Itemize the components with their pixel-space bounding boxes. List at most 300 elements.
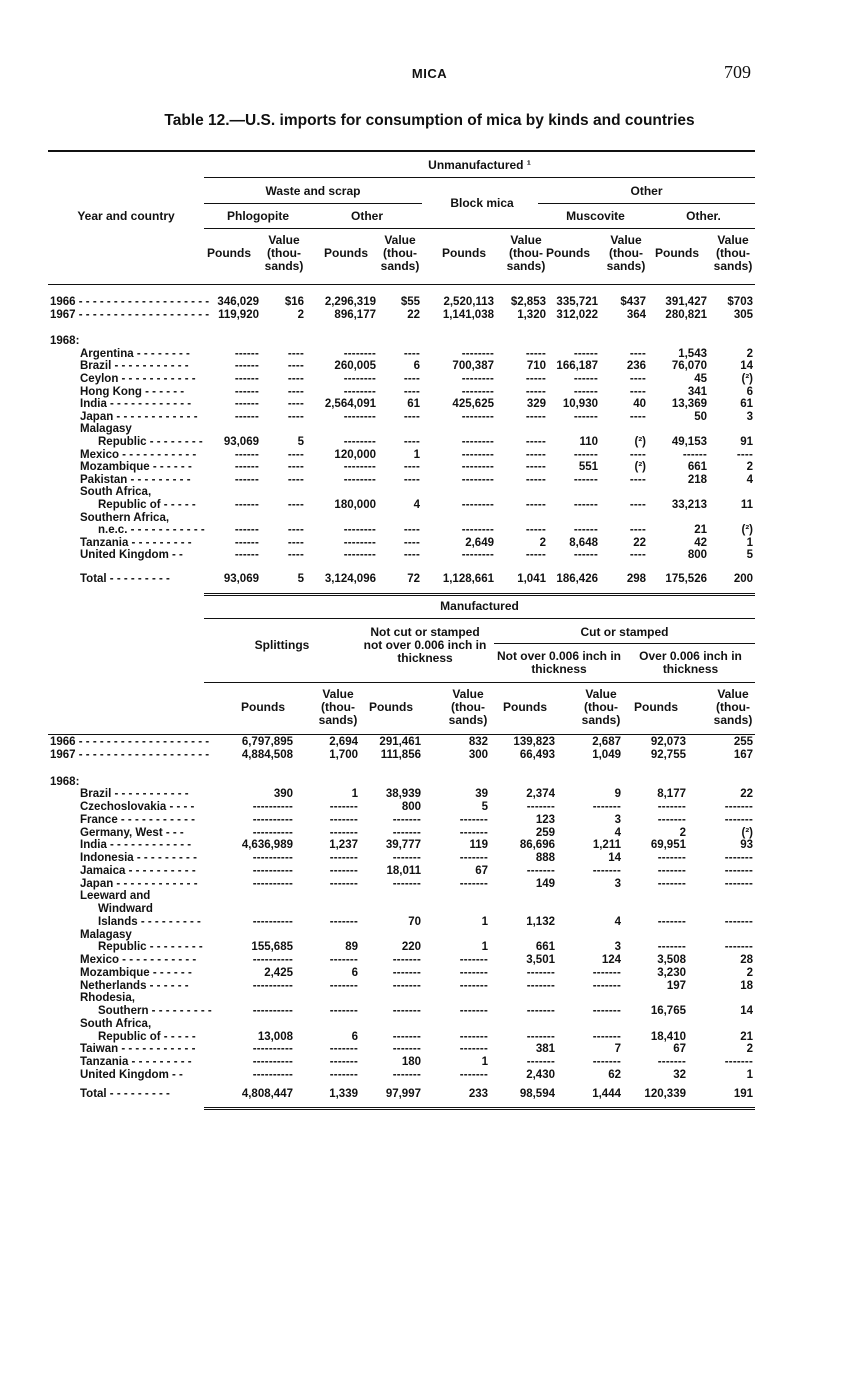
table-row [48,436,755,449]
table-cell: ------- [724,1056,753,1068]
table-cell: 10,930 [562,398,598,411]
table-cell: 1 [746,1068,753,1081]
table-cell: 896,177 [334,308,376,321]
table-cell: ------- [329,813,358,826]
table-cell: ------- [459,1068,488,1081]
table-row [48,461,755,474]
table-cell: 32 [673,1068,686,1081]
block-mica-heading: Block mica [450,196,514,210]
table-cell: ------- [459,826,488,839]
row-label: Indonesia - - - - - - - - - [80,852,197,864]
table-cell: ------ [573,373,598,385]
table-cell: ------- [526,966,555,979]
table-cell: 22 [740,788,753,801]
table-cell: 92,073 [650,736,686,748]
table-cell: 2 [746,461,753,474]
table-cell: ---------- [252,864,293,877]
table-cell: ---- [287,398,304,411]
table-cell: -------- [461,373,494,385]
table-cell: 800 [687,549,707,562]
table-cell: 16,765 [650,1005,686,1017]
value-column-heading: Value (thou- sands) [606,233,646,273]
rule [538,203,755,204]
table-cell: ------- [329,1068,358,1081]
table-cell: ---- [403,536,420,549]
table-cell: ----- [525,347,546,360]
table-cell: 551 [578,461,598,474]
table-cell: 1 [351,788,358,801]
total-cell: 98,594 [519,1088,555,1100]
table-cell: -------- [461,410,494,423]
table-cell: ------- [657,915,686,928]
table-cell: 149 [535,877,555,890]
table-cell: ------- [459,954,488,966]
value-column-heading: Value (thou- sands) [318,687,358,727]
table-cell: 166,187 [556,360,598,373]
table-cell: ------- [459,1005,488,1017]
table-cell: ------ [682,448,707,461]
table-cell: ------- [657,941,686,954]
table-cell: 2,430 [526,1068,555,1081]
table-cell: 8,177 [657,788,686,801]
table-cell: 67 [475,864,488,877]
rule [48,150,755,152]
total-label: Total - - - - - - - - - [80,573,170,585]
table-cell: 70 [408,915,421,928]
table-cell: ------ [234,536,259,549]
table-cell: ------ [573,473,598,486]
row-label: Windward [98,903,153,915]
table-cell: 364 [626,308,646,321]
table-cell: ------- [592,979,621,992]
table-cell: -------- [461,499,494,511]
table-cell: (²) [634,436,646,448]
table-cell: 3,508 [657,954,686,966]
pounds-column-heading: Pounds [241,700,285,714]
table-cell: 38,939 [385,788,421,801]
table-cell: ---- [403,524,420,537]
table-cell: ------- [657,852,686,864]
table-row [48,941,755,954]
table-cell: ------- [724,864,753,877]
table-cell: ------- [329,877,358,890]
table-cell: 2,520,113 [443,296,494,308]
row-label: South Africa, [80,1017,152,1030]
table-cell: ------- [526,801,555,813]
row-label: Republic of - - - - - [98,499,196,511]
table-cell: 335,721 [556,296,598,308]
table-cell: (²) [741,524,753,537]
table-cell: $2,853 [510,296,546,308]
table-cell: 1,237 [329,839,358,852]
table-cell: ---- [736,448,753,461]
table-row [48,360,755,373]
total-cell: 1,339 [329,1088,358,1100]
total-cell: 5 [297,573,304,585]
table-title: Table 12.—U.S. imports for consumption of mica by kinds and countries [164,112,695,129]
total-cell: 175,526 [665,573,707,585]
rule [204,177,755,178]
row-label: 1967 - - - - - - - - - - - - - - - - - - - [50,748,210,761]
table-row [48,890,755,903]
table-cell: ------- [392,813,421,826]
pounds-column-heading: Pounds [442,246,486,260]
table-cell: ----- [525,436,546,448]
table-cell: $437 [620,296,646,308]
table-row [48,549,755,562]
row-label: Brazil - - - - - - - - - - - [80,788,189,801]
table-cell: ------- [526,1056,555,1068]
table-cell: 14 [608,852,621,864]
table-cell: ------- [329,801,358,813]
row-label: Brazil - - - - - - - - - - - [80,360,189,373]
table-row [48,1005,755,1018]
table-cell: 2 [297,308,304,321]
table-cell: ------- [392,852,421,864]
table-cell: ------- [459,813,488,826]
table-cell: 167 [733,748,753,761]
table-cell: ---------- [252,1005,293,1017]
row-label: 1966 - - - - - - - - - - - - - - - - - - - [50,736,210,748]
total-cell: 1,128,661 [442,573,494,585]
table-cell: 220 [401,941,421,954]
table-cell: -------- [461,473,494,486]
table-cell: 8,648 [569,536,598,549]
row-label: India - - - - - - - - - - - - [80,839,192,852]
total-cell: 1,444 [592,1088,621,1100]
table-cell: ----- [525,448,546,461]
table-row [48,827,755,840]
table-cell: 49,153 [671,436,707,448]
table-cell: ------ [234,385,259,398]
table-cell: 2,564,091 [324,398,376,411]
table-row [48,296,755,309]
row-label: Republic - - - - - - - - [98,941,203,954]
phlogopite-heading: Phlogopite [227,209,289,223]
table-cell: -------- [343,373,376,385]
table-cell: ------ [573,410,598,423]
value-column-heading: Value (thou- sands) [448,687,488,727]
table-row [48,1018,755,1031]
table-cell: ---- [403,347,420,360]
table-cell: ------- [392,1068,421,1081]
table-cell: ------ [234,373,259,385]
rule [204,228,755,229]
table-cell: 91 [740,436,753,448]
table-cell: ------ [234,398,259,411]
table-cell: ------- [592,1030,621,1043]
table-cell: 1,543 [678,347,707,360]
table-row [48,524,755,537]
table-row [48,749,755,762]
row-label: Tanzania - - - - - - - - - [80,1056,192,1068]
row-label: Mozambique - - - - - - [80,461,192,474]
table-cell: ------- [459,966,488,979]
row-label: Malagasy [80,423,132,436]
table-row [48,852,755,865]
table-cell: 2,425 [264,966,293,979]
total-cell: 93,069 [223,573,259,585]
table-cell: 61 [407,398,420,411]
table-cell: ---- [287,473,304,486]
table-cell: ---------- [252,954,293,966]
table-cell: 11 [740,499,753,511]
table-cell: 260,005 [334,360,376,373]
table-cell: 67 [673,1043,686,1056]
table-cell: ------- [592,1056,621,1068]
table-cell: ---- [403,549,420,562]
table-row [48,449,755,462]
table-cell: -------- [343,473,376,486]
value-column-heading: Value (thou- sands) [380,233,420,273]
row-label: Republic of - - - - - [98,1030,196,1043]
row-label: Rhodesia, [80,992,135,1005]
table-cell: 1 [481,915,488,928]
total-cell: 4,808,447 [241,1088,293,1100]
table-cell: ------- [392,877,421,890]
table-cell: ------- [724,801,753,813]
row-label: Japan - - - - - - - - - - - - [80,877,198,890]
table-cell: 89 [345,941,358,954]
table-cell: ---- [629,499,646,511]
row-label: South Africa, [80,486,152,499]
table-cell: ---------- [252,801,293,813]
rule [48,284,755,285]
table-cell: 329 [526,398,546,411]
pounds-column-heading: Pounds [207,246,251,260]
table-cell: 119 [469,839,488,852]
table-cell: 5 [297,436,304,448]
table-cell: ---- [287,499,304,511]
table-cell: 2,296,319 [324,296,376,308]
table-cell: ------- [392,979,421,992]
table-cell: ----- [525,549,546,562]
row-label: Leeward and [80,890,151,903]
table-cell: 7 [614,1043,621,1056]
table-row [48,1069,755,1082]
table-cell: 700,387 [452,360,494,373]
table-cell: 120,000 [334,448,376,461]
table-cell: 119,920 [218,308,259,321]
table-cell: ------- [657,801,686,813]
table-cell: ----- [525,524,546,537]
table-cell: 381 [535,1043,555,1056]
table-cell: 3 [746,410,753,423]
table-cell: ------- [392,1043,421,1056]
total-cell: 1,041 [517,573,546,585]
table-cell: 3 [614,877,621,890]
row-label: Czechoslovakia - - - - [80,801,195,813]
table-cell: ------ [234,448,259,461]
table-cell: -------- [343,461,376,474]
table-cell: ------- [329,864,358,877]
table-cell: ------ [573,448,598,461]
table-cell: ------ [573,347,598,360]
table-cell: 61 [740,398,753,411]
table-cell: ---- [287,549,304,562]
table-cell: 218 [687,473,707,486]
table-cell: ---- [403,473,420,486]
table-row [48,348,755,361]
table-cell: ------ [234,410,259,423]
table-row [48,499,755,512]
table-cell: ------ [234,524,259,537]
table-row [48,878,755,891]
table-row [48,814,755,827]
table-cell: ------- [329,954,358,966]
table-cell: ---- [403,410,420,423]
table-row [48,512,755,525]
table-cell: ------- [724,852,753,864]
table-cell: 6 [746,385,753,398]
table-cell: ------- [657,864,686,877]
table-cell: -------- [343,347,376,360]
table-cell: 92,755 [650,748,686,761]
table-cell: 6,797,895 [241,736,293,748]
table-cell: ---------- [252,979,293,992]
table-cell: 341 [687,385,707,398]
row-label: Mexico - - - - - - - - - - - [80,954,197,966]
not-cut-heading: Not cut or stamped not over 0.006 inch in thickness [363,625,487,665]
table-cell: -------- [461,448,494,461]
row-label: United Kingdom - - [80,549,183,562]
table-cell: 2 [746,1043,753,1056]
total-cell: 72 [407,573,420,585]
pounds-column-heading: Pounds [546,246,590,260]
unmanufactured-section [48,148,755,596]
table-cell: 1 [413,448,420,461]
table-row [48,423,755,436]
row-label: Japan - - - - - - - - - - - - [80,410,198,423]
splittings-heading: Splittings [254,638,310,652]
pounds-column-heading: Pounds [655,246,699,260]
table-row [48,537,755,550]
table-cell: ---- [287,347,304,360]
table-cell: 21 [694,524,707,537]
table-cell: -------- [343,385,376,398]
table-cell: ------- [657,877,686,890]
table-cell: 6 [351,966,358,979]
table-cell: 710 [526,360,546,373]
table-cell: 13,008 [257,1030,293,1043]
table-row [48,903,755,916]
table-cell: 66,493 [519,748,555,761]
muscovite-heading: Muscovite [566,209,625,223]
table-cell: 346,029 [217,296,259,308]
table-cell: ------- [329,1043,358,1056]
table-cell: 28 [740,954,753,966]
table-cell: ----- [525,385,546,398]
total-cell: 233 [468,1088,488,1100]
table-cell: 391,427 [665,296,707,308]
table-cell: 2,649 [465,536,494,549]
table-cell: -------- [461,549,494,562]
row-label: Taiwan - - - - - - - - - - - [80,1043,196,1056]
table-cell: ------- [329,979,358,992]
row-label: Mozambique - - - - - - [80,966,192,979]
table-cell: ------- [392,1030,421,1043]
row-label: Southern Africa, [80,511,170,524]
table-cell: 1 [746,536,753,549]
table-cell: ---- [629,448,646,461]
table-cell: 3 [614,813,621,826]
table-cell: 14 [740,1005,753,1017]
row-label: 1967 - - - - - - - - - - - - - - - - - - - [50,308,210,321]
page-number: 709 [724,62,751,82]
table-cell: 45 [694,373,707,385]
table-cell: 124 [601,954,621,966]
table-cell: ------ [234,347,259,360]
table-cell: 39,777 [385,839,421,852]
table-cell: 800 [401,801,421,813]
table-cell: ---------- [252,1068,293,1081]
table-cell: 1,141,038 [442,308,494,321]
rule [204,618,755,619]
table-cell: ------ [234,499,259,511]
table-cell: ------ [573,549,598,562]
other-other-heading: Other. [686,209,721,223]
table-cell: ----- [525,499,546,511]
table-cell: ----- [525,473,546,486]
table-row [48,788,755,801]
rule [204,203,422,204]
table-cell: 123 [535,813,555,826]
waste-and-scrap-heading: Waste and scrap [265,184,361,198]
other-heading: Other [630,184,663,198]
table-cell: ---- [287,461,304,474]
row-label: India - - - - - - - - - - - - [80,398,192,411]
table-cell: ------- [392,954,421,966]
table-cell: ---- [287,373,304,385]
table-cell: 21 [740,1030,753,1043]
table-cell: -------- [461,461,494,474]
table-cell: ---- [629,524,646,537]
table-cell: 39 [475,788,488,801]
table-cell: 13,369 [671,398,707,411]
table-cell: 888 [535,852,555,864]
table-cell: ------ [573,385,598,398]
row-label: 1968: [50,775,80,788]
table-cell: 2 [746,966,753,979]
table-row [48,486,755,499]
value-column-heading: Value (thou- sands) [581,687,621,727]
stub-heading: Year and country [77,209,175,223]
table-cell: ---- [629,549,646,562]
table-cell: ------- [526,1030,555,1043]
table-cell: 18,410 [650,1030,686,1043]
total-row [48,573,755,586]
table-cell: 280,821 [665,308,707,321]
row-label: Jamaica - - - - - - - - - - [80,864,196,877]
table-cell: -------- [343,410,376,423]
manufactured-section [48,596,755,1116]
rule [494,643,755,644]
table-cell: ------- [526,979,555,992]
table-cell: 155,685 [251,941,293,954]
table-row [48,398,755,411]
table-cell: 5 [746,549,753,562]
table-row [48,335,755,348]
table-cell: ---- [403,385,420,398]
table-cell: ---- [287,524,304,537]
table-cell: 40 [633,398,646,411]
table-cell: 1,700 [329,748,358,761]
table-cell: ------- [657,813,686,826]
pounds-column-heading: Pounds [324,246,368,260]
table-row [48,1043,755,1056]
table-cell: ------ [573,524,598,537]
row-label: Malagasy [80,928,132,941]
